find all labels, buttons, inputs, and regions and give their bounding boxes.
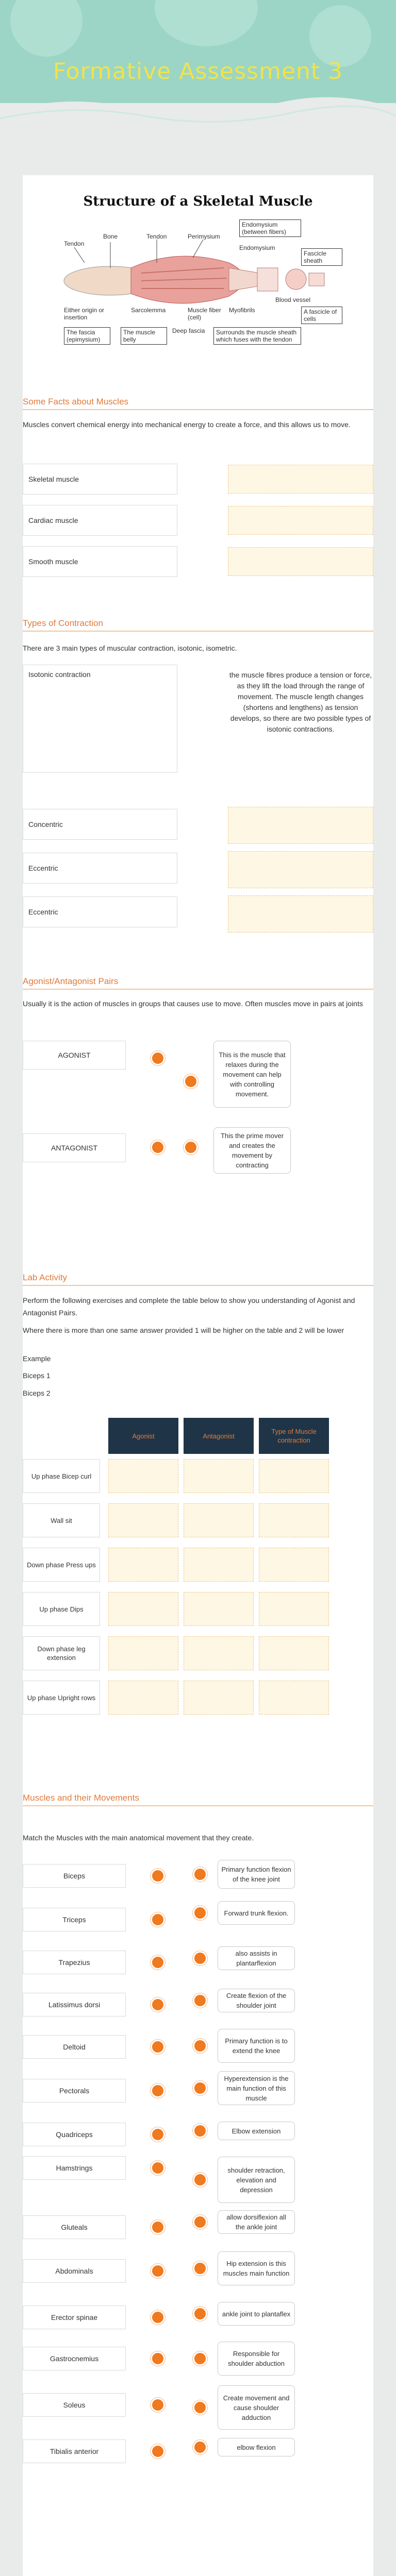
match-dot[interactable] [193, 1906, 207, 1920]
muscle-label: Quadriceps [23, 2123, 126, 2146]
match-dot[interactable] [193, 2351, 207, 2366]
section-title-facts: Some Facts about Muscles [23, 397, 373, 410]
exercise-row-label: Down phase Press ups [23, 1548, 100, 1582]
answer-cell[interactable] [259, 1503, 329, 1537]
muscle-type-skeletal: Skeletal muscle [23, 464, 177, 495]
answer-eccentric-2[interactable] [228, 895, 373, 933]
label-fascicle-sheath: Fascicle sheath [301, 248, 342, 266]
antagonist-definition: This the prime mover and creates the movement by contracting [213, 1127, 291, 1174]
label-muscle-belly: The muscle belly [121, 327, 167, 345]
answer-smooth[interactable] [228, 547, 373, 576]
answer-cell[interactable] [259, 1548, 329, 1582]
muscle-label: Soleus [23, 2393, 126, 2417]
match-dot[interactable] [193, 2400, 207, 2415]
muscle-label: Deltoid [23, 2035, 126, 2059]
agonist-definition: This is the muscle that relaxes during the movement can help with controlling movement. [213, 1041, 291, 1108]
muscle-label: Triceps [23, 1908, 126, 1931]
movement-option: Responsible for shoulder abduction [218, 2342, 295, 2376]
diagram-title: Structure of a Skeletal Muscle [83, 194, 313, 209]
answer-cell[interactable] [184, 1548, 254, 1582]
answer-cell[interactable] [184, 1592, 254, 1626]
movement-option: Elbow extension [218, 2122, 295, 2140]
section-title-agonist: Agonist/Antagonist Pairs [23, 976, 373, 990]
answer-cell[interactable] [108, 1548, 178, 1582]
answer-cell[interactable] [259, 1592, 329, 1626]
label-sheath-note: Surrounds the muscle sheath which fuses with the tendon [213, 327, 301, 345]
muscle-label: Pectorals [23, 2079, 126, 2103]
isotonic-label: Isotonic contraction [23, 665, 177, 773]
answer-cell[interactable] [184, 1503, 254, 1537]
match-dot[interactable] [151, 1140, 165, 1155]
match-dot[interactable] [151, 1997, 165, 2012]
movement-option: Create flexion of the shoulder joint [218, 1989, 295, 2012]
movement-option: Primary function is to extend the knee [218, 2029, 295, 2063]
facts-intro: Muscles convert chemical energy into mechanical energy to create a force, and this allows us to move. [23, 420, 351, 429]
exercise-row-label: Wall sit [23, 1503, 100, 1537]
match-dot[interactable] [193, 2039, 207, 2053]
match-dot[interactable] [193, 2440, 207, 2454]
exercise-row-label: Down phase leg extension [23, 1636, 100, 1670]
lab-intro: Perform the following exercises and complete the table below to show you understanding of Agonist and Antagonist Pairs. [23, 1296, 355, 1317]
section-title-movements: Muscles and their Movements [23, 1793, 373, 1806]
section-title-contraction: Types of Contraction [23, 618, 373, 632]
exercise-row-label: Up phase Dips [23, 1592, 100, 1626]
answer-cell[interactable] [184, 1636, 254, 1670]
match-dot[interactable] [151, 2161, 165, 2175]
match-dot[interactable] [151, 2351, 165, 2366]
answer-cell[interactable] [259, 1459, 329, 1493]
column-agonist: Agonist [108, 1418, 178, 1454]
answer-cell[interactable] [259, 1636, 329, 1670]
match-dot[interactable] [193, 2215, 207, 2229]
match-dot[interactable] [151, 2040, 165, 2054]
movement-option: Primary function flexion of the knee joint [218, 1860, 295, 1889]
answer-cell[interactable] [108, 1592, 178, 1626]
match-dot[interactable] [151, 2220, 165, 2234]
muscle-label: Tibialis anterior [23, 2439, 126, 2463]
answer-concentric[interactable] [228, 807, 373, 844]
match-dot[interactable] [193, 2261, 207, 2276]
contraction-intro: There are 3 main types of muscular contraction, isotonic, isometric. [23, 644, 237, 652]
muscle-label: Abdominals [23, 2259, 126, 2283]
label-origin: Either origin or insertion [64, 307, 105, 321]
movement-option: also assists in plantarflexion [218, 1946, 295, 1970]
movement-option: elbow flexion [218, 2438, 295, 2456]
muscle-label: Gluteals [23, 2215, 126, 2239]
muscle-label: Biceps [23, 1864, 126, 1888]
match-dot[interactable] [151, 2444, 165, 2459]
exercise-row-label: Up phase Bicep curl [23, 1459, 100, 1493]
movements-intro: Match the Muscles with the main anatomical movement that they create. [23, 1834, 254, 1842]
match-dot[interactable] [193, 1867, 207, 1882]
match-dot[interactable] [151, 2127, 165, 2142]
wave-divider [0, 93, 396, 185]
match-dot[interactable] [193, 1993, 207, 2008]
match-dot[interactable] [151, 1912, 165, 1927]
muscle-label: Trapezius [23, 1951, 126, 1974]
match-dot[interactable] [193, 2081, 207, 2095]
match-dot[interactable] [151, 2083, 165, 2098]
label-sarcolemma: Sarcolemma [131, 307, 166, 314]
header-banner [0, 0, 396, 103]
antagonist-label: ANTAGONIST [23, 1133, 126, 1162]
label-tendon-left: Tendon [64, 240, 85, 247]
match-dot[interactable] [151, 1955, 165, 1970]
match-dot[interactable] [151, 1051, 165, 1065]
movement-option: Hyperextension is the main function of this muscle [218, 2071, 295, 2105]
label-tendon: Tendon [146, 233, 167, 240]
example-line: Biceps 2 [23, 1389, 51, 1397]
match-dot[interactable] [184, 1074, 198, 1089]
muscle-label: Hamstrings [23, 2156, 126, 2180]
decor-bubble [10, 0, 82, 57]
label-blood-vessel: Blood vessel [275, 296, 311, 303]
page-title: Formative Assessment 3 [53, 58, 343, 84]
contraction-eccentric-1: Eccentric [23, 853, 177, 884]
agonist-intro: Usually it is the action of muscles in groups that causes use to move. Often muscles move in pairs at joints [23, 999, 363, 1008]
skeletal-muscle-diagram [54, 191, 342, 397]
example-label: Example [23, 1354, 51, 1363]
column-antagonist: Antagonist [184, 1418, 254, 1454]
match-dot[interactable] [193, 1951, 207, 1965]
answer-cell[interactable] [259, 1681, 329, 1715]
answer-skeletal[interactable] [228, 465, 373, 494]
contraction-concentric: Concentric [23, 809, 177, 840]
exercise-row-label: Up phase Upright rows [23, 1681, 100, 1715]
answer-cell[interactable] [184, 1459, 254, 1493]
column-contraction-type: Type of Muscle contraction [259, 1418, 329, 1454]
movement-option: Forward trunk flexion. [218, 1901, 295, 1925]
decor-bubble [155, 0, 258, 46]
movement-option: allow dorsiflexion all the ankle joint [218, 2210, 295, 2234]
answer-cell[interactable] [108, 1636, 178, 1670]
label-fascicle: A fascicle of cells [301, 307, 342, 324]
muscle-type-cardiac: Cardiac muscle [23, 505, 177, 536]
muscle-type-smooth: Smooth muscle [23, 546, 177, 577]
section-title-lab: Lab Activity [23, 1273, 373, 1286]
answer-eccentric-1[interactable] [228, 851, 373, 888]
match-dot[interactable] [151, 2398, 165, 2412]
label-perimysium: Perimysium [188, 233, 220, 240]
answer-cardiac[interactable] [228, 506, 373, 535]
match-dot[interactable] [151, 1869, 165, 1883]
answer-cell[interactable] [108, 1503, 178, 1537]
lab-note: Where there is more than one same answer provided 1 will be higher on the table and 2 will be lower [23, 1326, 344, 1334]
movement-option: Hip extension is this muscles main function [218, 2251, 295, 2285]
label-bone: Bone [103, 233, 118, 240]
match-dot[interactable] [193, 2124, 207, 2138]
label-myofibrils: Myofibrils [229, 307, 255, 314]
match-dot[interactable] [193, 2307, 207, 2321]
answer-cell[interactable] [184, 1681, 254, 1715]
isotonic-description: the muscle fibres produce a tension or force, as they lift the load through the range of movement. The muscle length changes (shortens and lengthens) as tension develops, so there are two possible types of isotonic contractions. [229, 671, 372, 733]
agonist-label: AGONIST [23, 1041, 126, 1070]
label-deep-fascia: Deep fascia [172, 327, 205, 334]
label-endomysium: Endomysium [239, 244, 275, 251]
example-line: Biceps 1 [23, 1371, 51, 1380]
answer-cell[interactable] [108, 1681, 178, 1715]
movement-option: shoulder retraction, elevation and depression [218, 2157, 295, 2203]
match-dot[interactable] [193, 2173, 207, 2187]
muscle-label: Gastrocnemius [23, 2347, 126, 2370]
muscle-label: Erector spinae [23, 2306, 126, 2329]
content-sheet [23, 175, 373, 2576]
answer-cell[interactable] [108, 1459, 178, 1493]
match-dot[interactable] [151, 2310, 165, 2325]
muscle-label: Latissimus dorsi [23, 1993, 126, 2016]
label-endomysium-box: Endomysium (between fibers) [239, 219, 301, 237]
movement-option: ankle joint to plantaflex [218, 2302, 295, 2326]
movement-option: Create movement and cause shoulder adduction [218, 2385, 295, 2430]
label-fascia: The fascia (epimysium) [64, 327, 110, 345]
match-dot[interactable] [184, 1140, 198, 1155]
contraction-eccentric-2: Eccentric [23, 896, 177, 927]
match-dot[interactable] [151, 2264, 165, 2278]
label-muscle-fiber: Muscle fiber (cell) [188, 307, 221, 321]
